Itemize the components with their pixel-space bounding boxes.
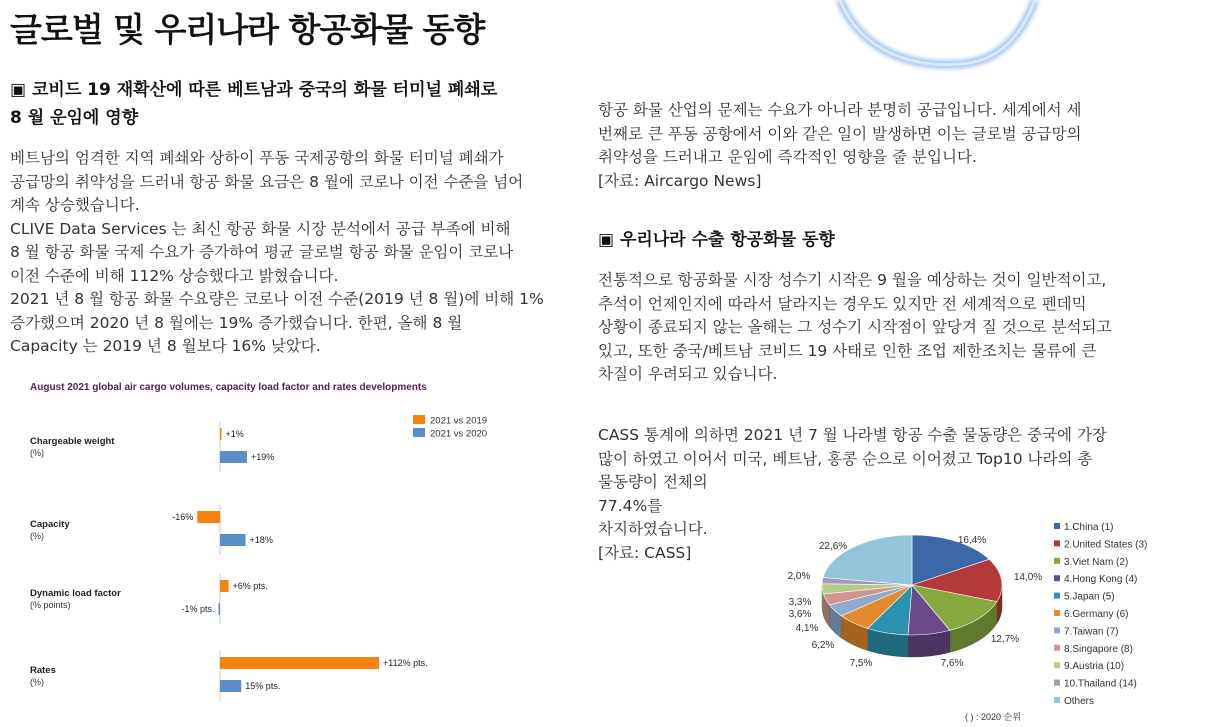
category-label: Rates: [30, 665, 56, 676]
category-unit: (%): [30, 448, 44, 458]
legend-label: 7.Taiwan (7): [1064, 626, 1119, 638]
legend-swatch: [413, 428, 425, 437]
pie-value-label: 16,4%: [957, 535, 987, 546]
text-line: 차지하였습니다.: [598, 520, 708, 538]
section-title-vietnam-china: [10, 76, 497, 132]
legend-swatch: [1054, 662, 1060, 668]
chart-note: ( ) : 2020 순위: [965, 712, 1021, 722]
text-line: 항공 화물 산업의 문제는 수요가 아니라 분명히 공급입니다. 세계에서 세: [598, 101, 1082, 119]
pie-value-label: 2,0%: [787, 571, 811, 582]
right-body-text: [598, 269, 1111, 387]
bar: [197, 511, 220, 523]
text-line: 8 월 항공 화물 국제 수요가 증가하여 평균 글로벌 항공 화물 운임이 코로나: [10, 243, 514, 261]
bar: [220, 580, 229, 592]
category-label: Capacity: [30, 519, 70, 530]
text-line: 전통적으로 항공화물 시장 성수기 시작은 9 월을 예상하는 것이 일반적이고,: [598, 271, 1107, 289]
section-title-line: 8 월 운임에 영향: [10, 108, 139, 128]
legend-swatch: [1054, 575, 1060, 581]
category-label: Chargeable weight: [30, 436, 115, 447]
text-line: 계속 상승했습니다.: [10, 196, 140, 214]
legend-label: 2021 vs 2019: [430, 415, 488, 427]
category-unit: (%): [30, 531, 44, 541]
text-line: 있고, 또한 중국/베트남 코비드 19 사태로 인한 조업 제한조치는 물류에 큰: [598, 341, 1097, 360]
category-unit: (%): [30, 677, 44, 687]
text-line: 추석이 언제인지에 따라서 달라지는 경우도 있지만 전 세계적으로 펜데믹: [598, 294, 1087, 313]
legend-swatch: [413, 415, 425, 424]
text-line: 증가했으며 2020 년 8 월에는 19% 증가했습니다. 한편, 올해 8 월: [10, 313, 463, 332]
bar: [219, 603, 221, 615]
legend-label: 6.Germany (6): [1064, 609, 1129, 620]
category-label: Dynamic load factor: [30, 588, 121, 599]
chart-title: August 2021 global air cargo volumes, capacity load factor and rates developments: [30, 382, 427, 393]
legend-swatch: [1054, 610, 1060, 616]
text-line: 2021 년 8 월 항공 화물 수요량은 코로나 이전 수준(2019 년 8 월)에 비해 1%: [10, 290, 544, 308]
bar-value-label: +6% pts.: [232, 581, 268, 591]
bar: [220, 680, 241, 692]
left-body-text: [10, 147, 544, 359]
bar-value-label: +18%: [249, 535, 273, 545]
bar-value-label: +19%: [250, 452, 275, 462]
text-line: 차질이 우려되고 있습니다.: [598, 365, 778, 383]
source-note: [자료: Aircargo News]: [598, 171, 762, 190]
legend-swatch: [1054, 627, 1060, 633]
text-line: 많이 하였고 이어서 미국, 베트남, 홍콩 순으로 이어졌고 Top10 나라의 총: [598, 449, 1093, 468]
right-intro-text: [598, 99, 1082, 193]
legend-label: 2021 vs 2020: [430, 428, 488, 440]
bar: [220, 534, 246, 546]
page-title: 글로벌 및 우리나라 항공화물 동향: [10, 10, 485, 49]
text-line: 베트남의 엄격한 지역 폐쇄와 상하이 푸동 국제공항의 화물 터미널 폐쇄가: [10, 149, 504, 167]
bar-value-label: -1% pts.: [181, 604, 215, 614]
legend-swatch: [1054, 593, 1060, 599]
bar: [220, 428, 222, 440]
text-line: 물동량이 전체의: [598, 473, 708, 491]
text-line: 번째로 큰 푸동 공항에서 이와 같은 일이 발생하면 이는 글로벌 공급망의: [598, 124, 1082, 143]
legend-label: 2.United States (3): [1064, 539, 1148, 551]
bar: [220, 451, 247, 463]
pie-value-label: 14,0%: [1013, 572, 1043, 583]
pie-value-label: 3,6%: [788, 609, 812, 620]
bar-value-label: +1%: [225, 429, 244, 439]
section-title-korea-export: ▣ 우리나라 수출 항공화물 동향: [598, 230, 835, 250]
legend-swatch: [1054, 697, 1060, 703]
text-line: 이전 수준에 비해 112% 상승했다고 밝혔습니다.: [10, 266, 339, 285]
bar: [220, 657, 379, 669]
pie-value-label: 6,2%: [811, 640, 835, 651]
legend-label: 8.Singapore (8): [1064, 643, 1133, 655]
legend-swatch: [1054, 680, 1060, 686]
text-line: 취약성을 드러내고 운임에 즉각적인 영향을 줄 분입니다.: [598, 148, 977, 166]
legend-swatch: [1054, 558, 1060, 564]
text-line: CASS 통계에 의하면 2021 년 7 월 나라별 항공 수출 물동량은 중국에 가장: [598, 426, 1107, 444]
legend-swatch: [1054, 645, 1060, 651]
pie-value-label: 7,5%: [849, 658, 873, 669]
text-line: Capacity 는 2019 년 8 월보다 16% 낮았다.: [10, 337, 321, 355]
legend-label: 10.Thailand (14): [1064, 678, 1137, 690]
category-unit: (% points): [30, 600, 71, 610]
bar-value-label: 15% pts.: [245, 681, 281, 691]
pie-value-label: 22,6%: [818, 541, 848, 552]
legend-label: 1.China (1): [1064, 522, 1114, 533]
air-cargo-bar-chart: [0, 376, 580, 721]
pie-value-label: 4,1%: [795, 623, 819, 634]
export-share-pie-chart: [780, 515, 1217, 727]
bar-value-label: +112% pts.: [383, 658, 428, 668]
text-line: 공급망의 취약성을 드러내 항공 화물 요금은 8 월에 코로나 이전 수준을 넘어: [10, 172, 524, 191]
pie-value-label: 3,3%: [788, 597, 812, 608]
legend-label: Others: [1064, 696, 1095, 707]
legend-swatch: [1054, 540, 1060, 546]
bar-value-label: -16%: [172, 512, 194, 522]
legend-swatch: [1054, 523, 1060, 529]
legend-label: 3.Viet Nam (2): [1064, 556, 1129, 568]
text-line: 상황이 종료되지 않는 올해는 그 성수기 시작점이 앞당겨 질 것으로 분석되고: [598, 318, 1112, 336]
decorative-arc: [820, 0, 1080, 75]
pie-value-label: 12,7%: [990, 634, 1020, 645]
text-line: 77.4%를: [598, 496, 663, 515]
pie-value-label: 7,6%: [940, 658, 964, 669]
legend-label: 4.Hong Kong (4): [1064, 574, 1138, 586]
section-title-line: ▣ 코비드 19 재확산에 따른 베트남과 중국의 화물 터미널 폐쇄로: [10, 80, 498, 100]
legend-label: 9.Austria (10): [1064, 661, 1125, 673]
legend-label: 5.Japan (5): [1064, 591, 1115, 603]
text-line: CLIVE Data Services 는 최신 항공 화물 시장 분석에서 공급 부족에 비해: [10, 219, 511, 238]
source-note: [자료: CASS]: [598, 543, 692, 562]
